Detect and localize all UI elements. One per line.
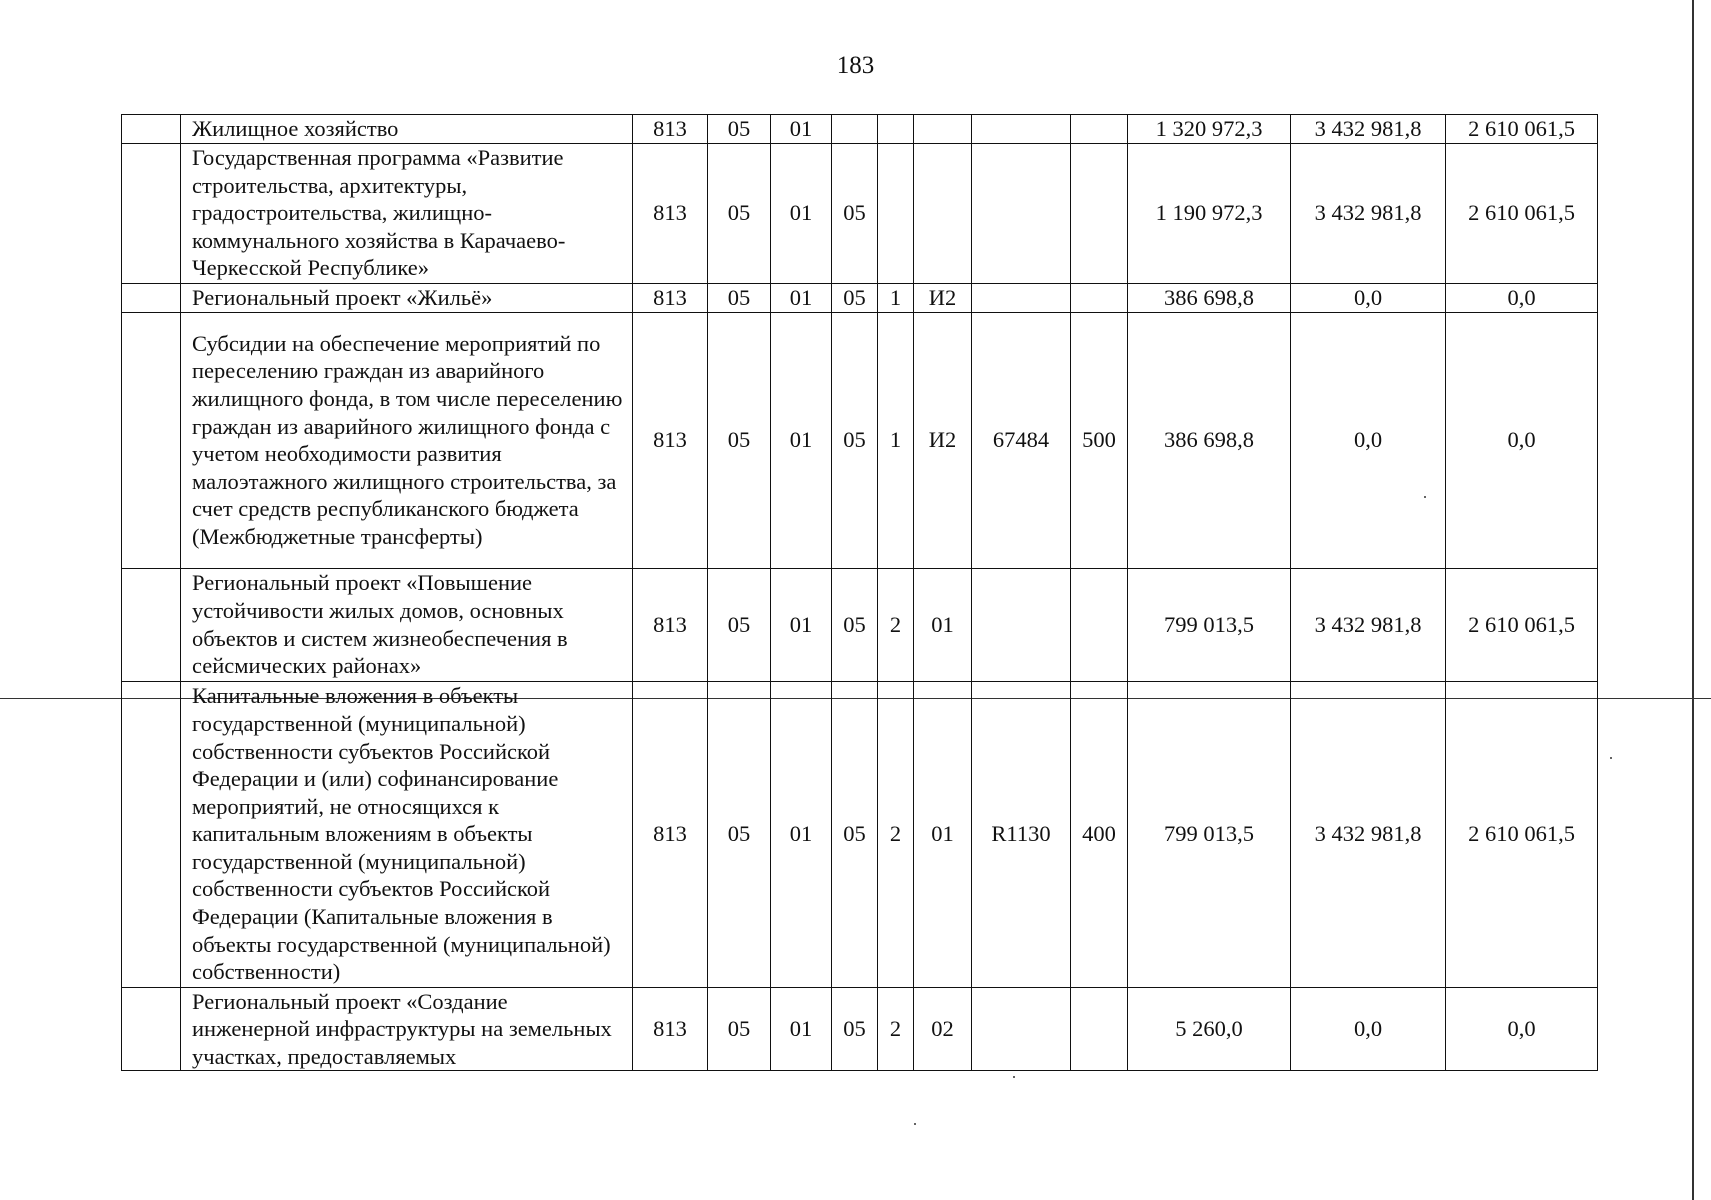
table-row [122, 143, 1598, 283]
cs1-cell [832, 115, 878, 144]
table-row [122, 987, 1598, 1071]
table-row [122, 115, 1598, 144]
vr-cell [1071, 115, 1128, 144]
row-name: Жилищное хозяйство [181, 115, 633, 144]
cs4-cell [972, 283, 1071, 312]
rz-cell: 05 [708, 568, 771, 681]
year3-cell: 2 610 061,5 [1446, 143, 1598, 283]
vr-cell [1071, 568, 1128, 681]
pr-cell: 01 [771, 681, 832, 987]
ved-cell: 813 [633, 283, 708, 312]
cs4-cell [972, 987, 1071, 1071]
rz-cell: 05 [708, 283, 771, 312]
cs4-cell [972, 568, 1071, 681]
year1-cell: 386 698,8 [1128, 312, 1291, 568]
year2-cell: 0,0 [1291, 312, 1446, 568]
ved-cell: 813 [633, 568, 708, 681]
cs1-cell: 05 [832, 143, 878, 283]
cs1-cell: 05 [832, 681, 878, 987]
cs2-cell: 2 [878, 568, 914, 681]
year1-cell: 1 320 972,3 [1128, 115, 1291, 144]
cs3-cell: 02 [914, 987, 972, 1071]
table-row [122, 568, 1598, 681]
row-name: Государственная программа «Развитие строительства, архитектуры, градостроительства, жилищно-коммунального хозяйства в Карачаево-Черкесской Республике» [181, 143, 633, 283]
cs3-cell [914, 143, 972, 283]
year1-cell: 799 013,5 [1128, 681, 1291, 987]
vr-cell [1071, 143, 1128, 283]
year3-cell: 0,0 [1446, 283, 1598, 312]
rz-cell: 05 [708, 681, 771, 987]
year2-cell: 3 432 981,8 [1291, 681, 1446, 987]
cs2-cell: 2 [878, 987, 914, 1071]
cs3-cell: И2 [914, 312, 972, 568]
rz-cell: 05 [708, 143, 771, 283]
ved-cell: 813 [633, 143, 708, 283]
table-row [122, 283, 1598, 312]
row-name: Региональный проект «Повышение устойчивости жилых домов, основных объектов и систем жизнеобеспечения в сейсмических районах» [181, 568, 633, 681]
year1-cell: 1 190 972,3 [1128, 143, 1291, 283]
row-name: Субсидии на обеспечение мероприятий по переселению граждан из аварийного жилищного фонда, в том числе переселению граждан из аварийного жилищного фонда с учетом необходимости развития малоэтажного жилищного строительства, за счет средств республиканского бюджета (Межбюджетные трансферты) [181, 312, 633, 568]
year1-cell: 5 260,0 [1128, 987, 1291, 1071]
cs4-cell [972, 143, 1071, 283]
pr-cell: 01 [771, 143, 832, 283]
cs3-cell: 01 [914, 681, 972, 987]
year1-cell: 386 698,8 [1128, 283, 1291, 312]
cs3-cell [914, 115, 972, 144]
row-name: Капитальные вложения в объекты государственной (муниципальной) собственности субъектов Российской Федерации и (или) софинансирование мероприятий, не относящихся к капитальным вложениям в объекты государственной (муниципальной) собственности субъектов Российской Федерации (Капитальные вложения в объекты государственной (муниципальной) собственности) [181, 681, 633, 987]
year3-cell: 2 610 061,5 [1446, 568, 1598, 681]
ved-cell: 813 [633, 681, 708, 987]
year3-cell: 0,0 [1446, 312, 1598, 568]
vr-cell [1071, 283, 1128, 312]
cs2-cell: 2 [878, 681, 914, 987]
year2-cell: 0,0 [1291, 283, 1446, 312]
scan-speck [1610, 757, 1612, 759]
cs1-cell: 05 [832, 312, 878, 568]
row-number-cell [122, 283, 181, 312]
cs4-cell: R1130 [972, 681, 1071, 987]
year3-cell: 2 610 061,5 [1446, 681, 1598, 987]
scan-speck [914, 1123, 916, 1125]
cs2-cell: 1 [878, 312, 914, 568]
scan-edge-line [1692, 0, 1694, 1200]
year3-cell: 2 610 061,5 [1446, 115, 1598, 144]
rz-cell: 05 [708, 987, 771, 1071]
year2-cell: 3 432 981,8 [1291, 143, 1446, 283]
scan-speck [1013, 1076, 1015, 1078]
vr-cell: 400 [1071, 681, 1128, 987]
ved-cell: 813 [633, 987, 708, 1071]
year3-cell: 0,0 [1446, 987, 1598, 1071]
budget-table [121, 114, 1598, 1071]
row-number-cell [122, 568, 181, 681]
row-number-cell [122, 681, 181, 987]
cs1-cell: 05 [832, 987, 878, 1071]
row-number-cell [122, 312, 181, 568]
row-name: Региональный проект «Создание инженерной инфраструктуры на земельных участках, предоставляемых [181, 987, 633, 1071]
pr-cell: 01 [771, 568, 832, 681]
ved-cell: 813 [633, 312, 708, 568]
row-number-cell [122, 143, 181, 283]
cs1-cell: 05 [832, 283, 878, 312]
cs2-cell [878, 115, 914, 144]
year1-cell: 799 013,5 [1128, 568, 1291, 681]
row-number-cell [122, 115, 181, 144]
cs2-cell: 1 [878, 283, 914, 312]
pr-cell: 01 [771, 283, 832, 312]
vr-cell [1071, 987, 1128, 1071]
cs3-cell: И2 [914, 283, 972, 312]
year2-cell: 0,0 [1291, 987, 1446, 1071]
table-row [122, 312, 1598, 568]
pr-cell: 01 [771, 312, 832, 568]
cs4-cell [972, 115, 1071, 144]
rz-cell: 05 [708, 115, 771, 144]
rz-cell: 05 [708, 312, 771, 568]
year2-cell: 3 432 981,8 [1291, 115, 1446, 144]
row-name: Региональный проект «Жильё» [181, 283, 633, 312]
pr-cell: 01 [771, 987, 832, 1071]
vr-cell: 500 [1071, 312, 1128, 568]
cs3-cell: 01 [914, 568, 972, 681]
pr-cell: 01 [771, 115, 832, 144]
page-number: 183 [836, 52, 875, 79]
ved-cell: 813 [633, 115, 708, 144]
row-number-cell [122, 987, 181, 1071]
cs4-cell: 67484 [972, 312, 1071, 568]
year2-cell: 3 432 981,8 [1291, 568, 1446, 681]
cs2-cell [878, 143, 914, 283]
table-row [122, 681, 1598, 987]
cs1-cell: 05 [832, 568, 878, 681]
